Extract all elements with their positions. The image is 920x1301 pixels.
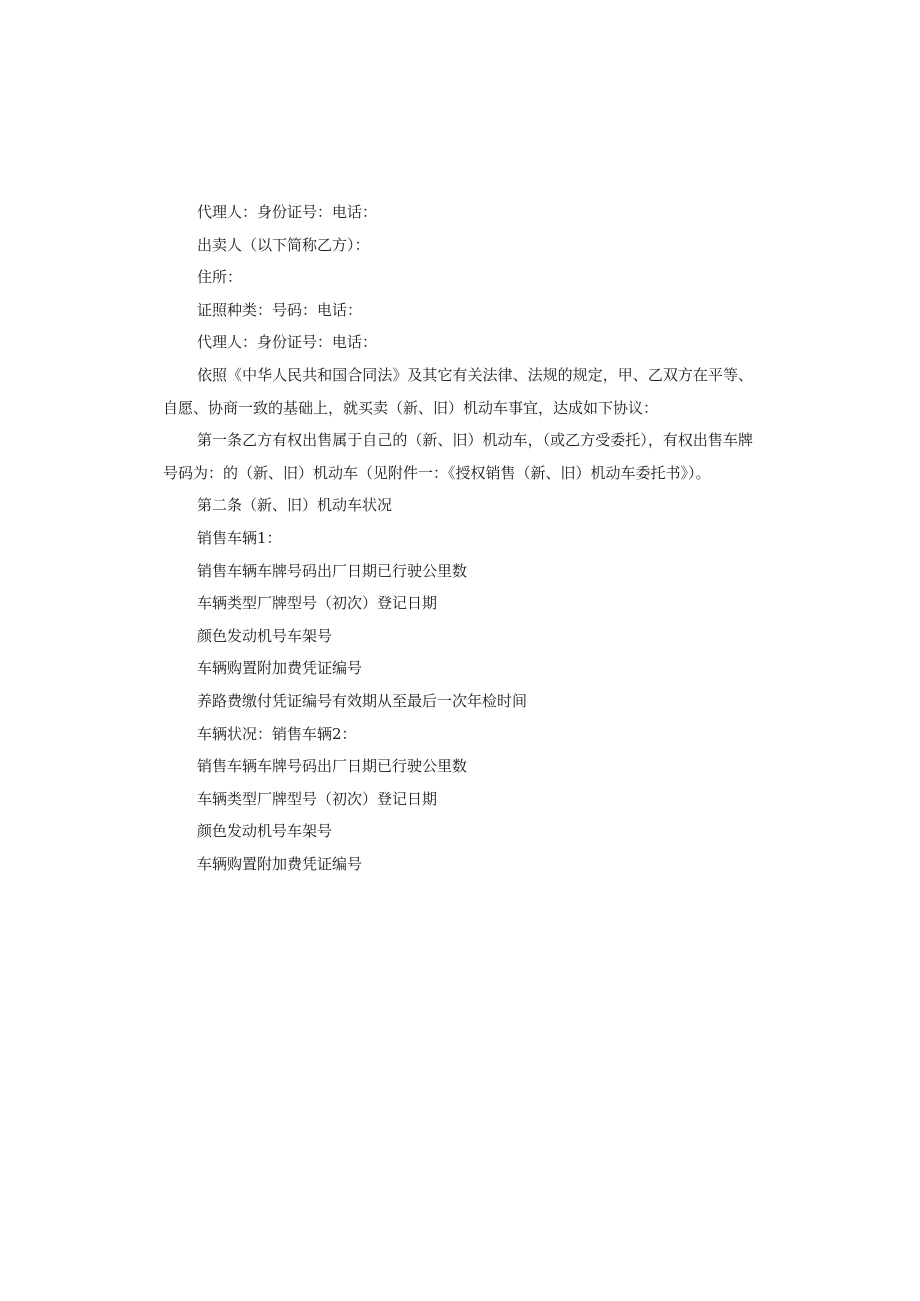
article-2-heading: 第二条（新、旧）机动车状况 (197, 496, 393, 515)
vehicle-1-plate-line: 销售车辆车牌号码出厂日期已行驶公里数 (197, 561, 468, 580)
law-paragraph: 依照《中华人民共和国合同法》及其它有关法律、法规的规定，甲、乙双方在平等、自愿、协商一致的基础上，就买卖（新、旧）机动车事宜，达成如下协议： (163, 365, 753, 417)
seller-line: 出卖人（以下简称乙方）： (197, 235, 370, 254)
id-type-line: 证照种类：号码：电话： (197, 300, 363, 319)
vehicle-1-color-line: 颜色发动机号车架号 (197, 626, 333, 645)
article-1-paragraph: 第一条乙方有权出售属于自己的（新、旧）机动车，（或乙方受委托），有权出售车牌号码为：的（新、旧）机动车（见附件一：《授权销售（新、旧）机动车委托书》）。 (163, 431, 753, 482)
vehicle-1-label: 销售车辆1： (197, 528, 282, 547)
vehicle-2-type-line: 车辆类型厂牌型号（初次）登记日期 (197, 789, 438, 808)
vehicle-1-purchase-fee-line: 车辆购置附加费凭证编号 (197, 659, 363, 678)
vehicle-2-plate-line: 销售车辆车牌号码出厂日期已行驶公里数 (197, 757, 468, 776)
vehicle-2-color-line: 颜色发动机号车架号 (197, 822, 333, 841)
vehicle-2-purchase-fee-line: 车辆购置附加费凭证编号 (197, 854, 363, 873)
address-line: 住所： (197, 268, 243, 287)
document-body (163, 196, 763, 880)
vehicle-1-road-fee-line: 养路费缴付凭证编号有效期从至最后一次年检时间 (197, 691, 528, 710)
vehicle-1-type-line: 车辆类型厂牌型号（初次）登记日期 (197, 594, 438, 613)
agent-line-1: 代理人：身份证号：电话： (197, 203, 378, 221)
vehicle-2-label: 车辆状况：销售车辆2： (197, 724, 357, 743)
agent-line-2: 代理人：身份证号：电话： (197, 333, 378, 352)
